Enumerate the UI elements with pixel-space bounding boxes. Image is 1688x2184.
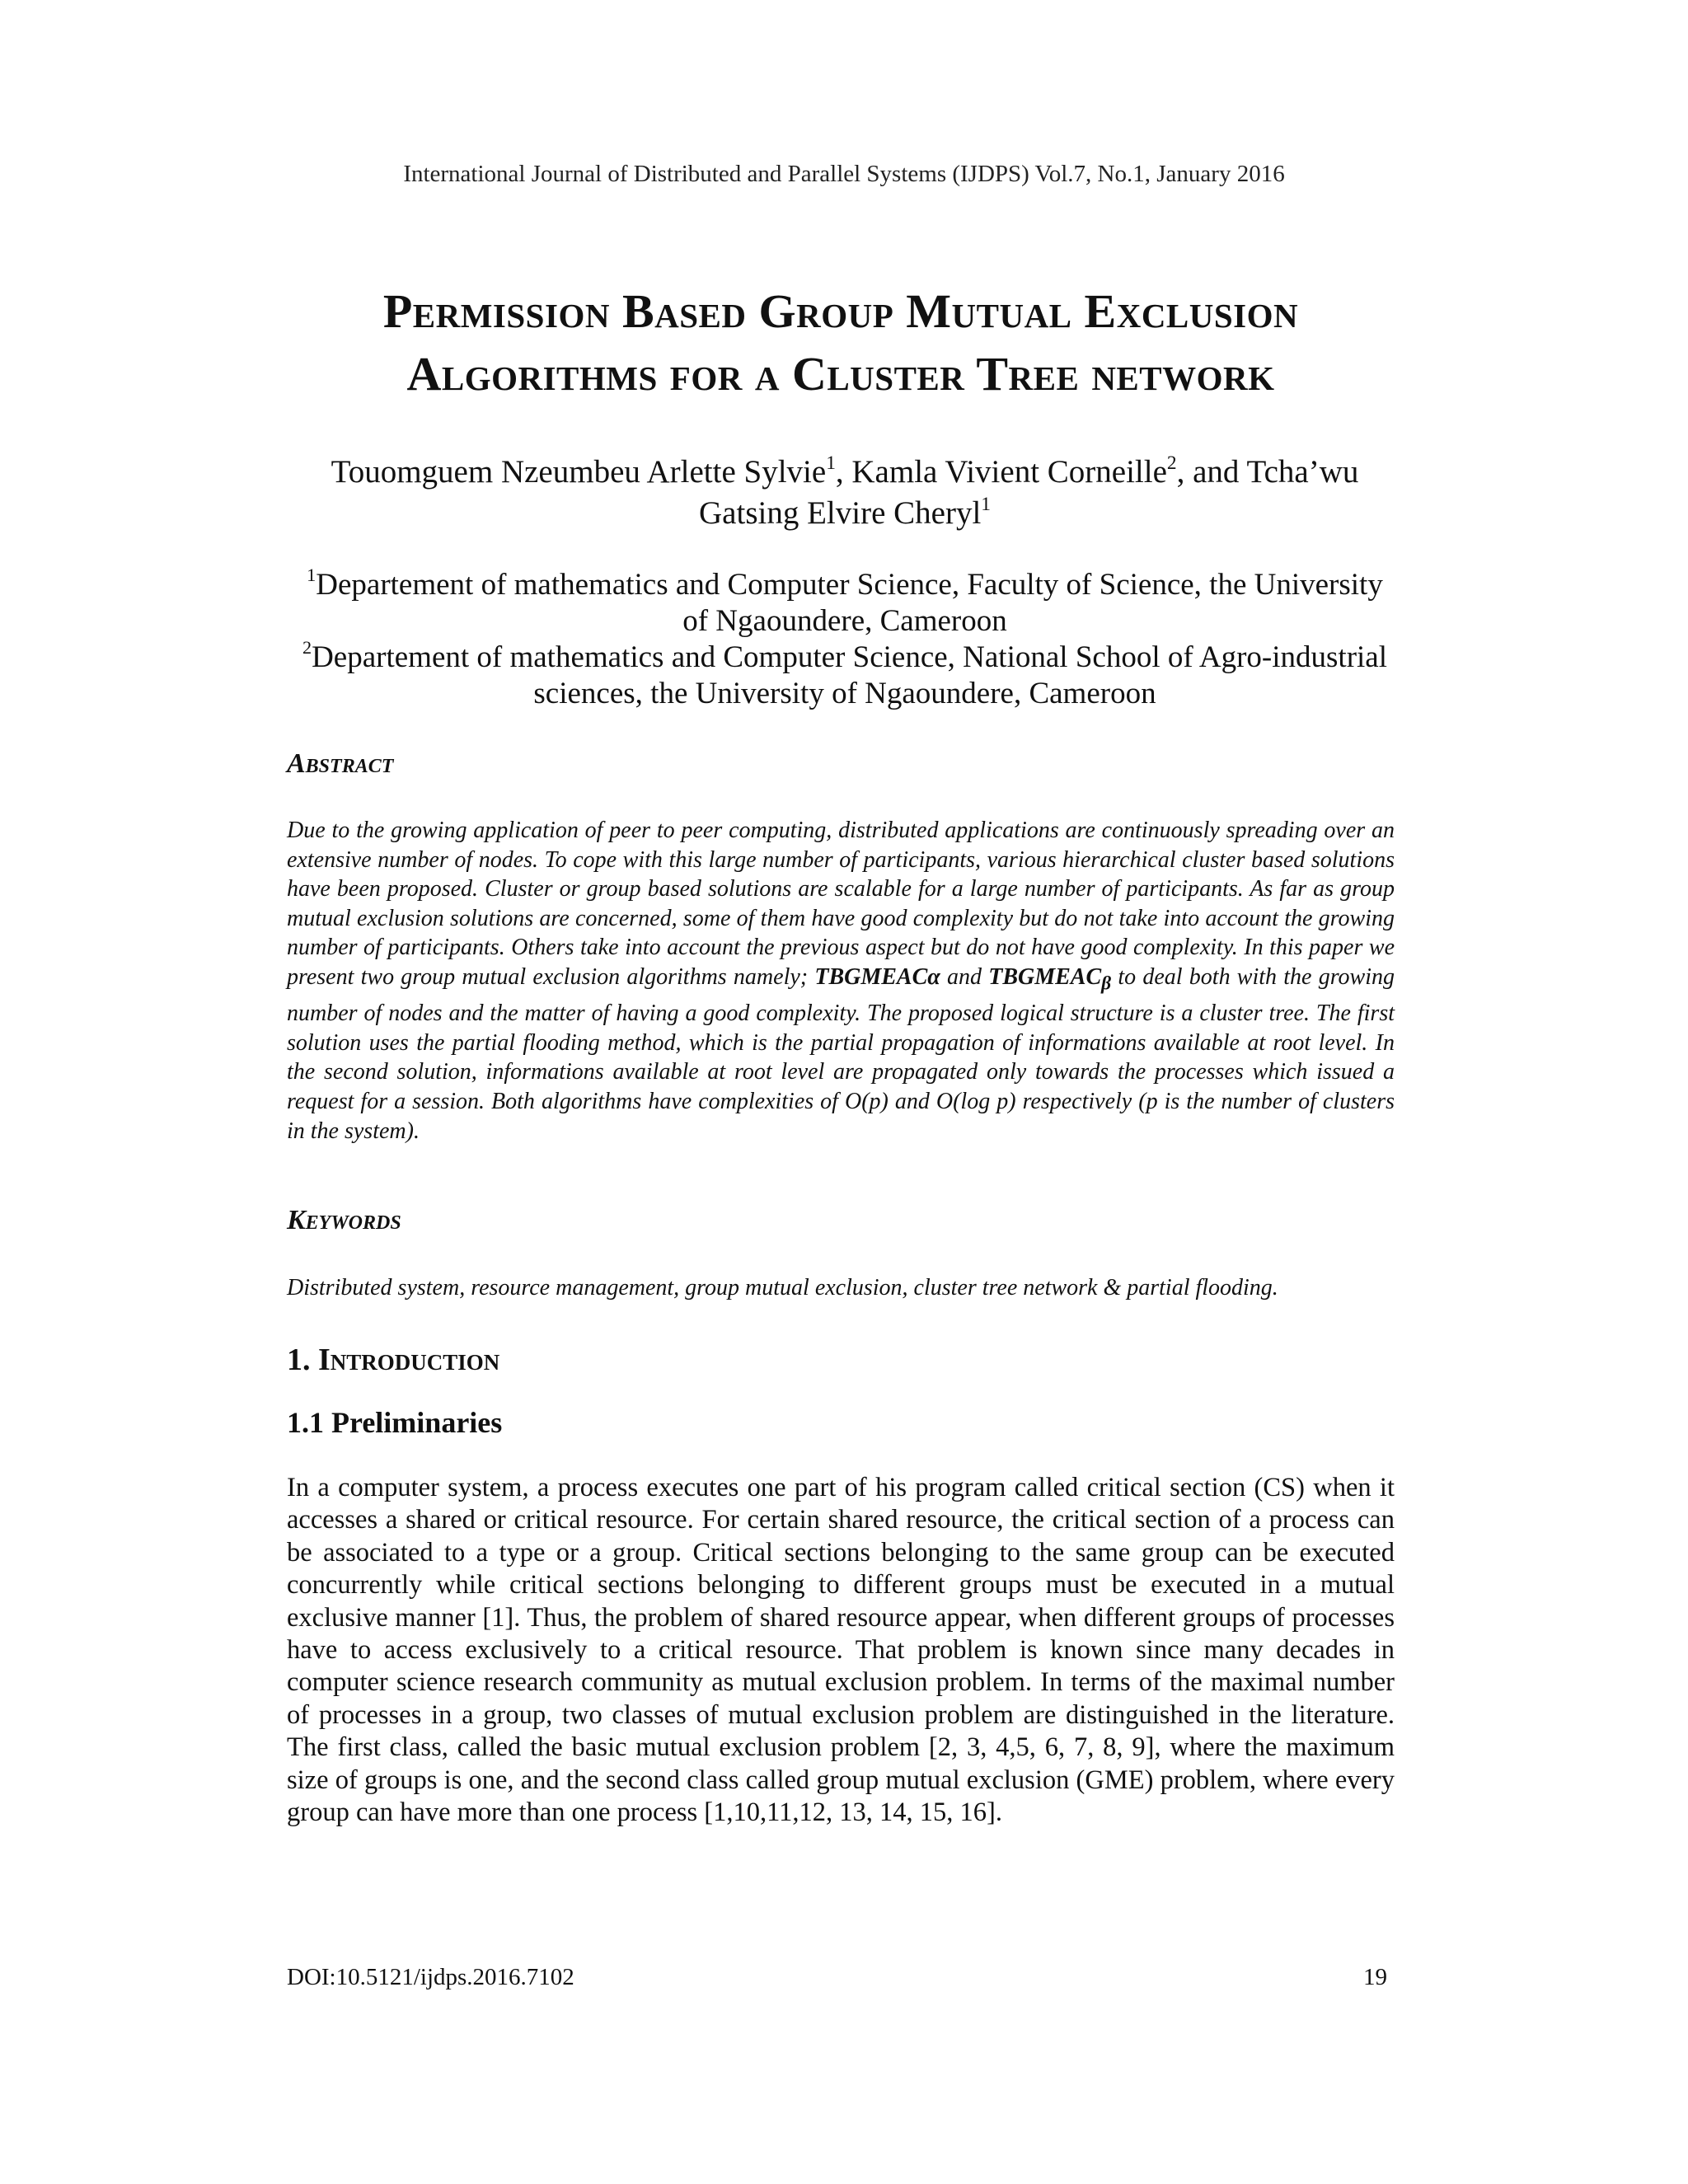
affiliation-2-line-1: Departement of mathematics and Computer Science, National School of Agro-industrial [312, 640, 1387, 674]
keywords-text: Distributed system, resource management, group mutual exclusion, cluster tree network & partial flooding. [287, 1275, 1278, 1301]
title-line-1: Permission Based Group Mutual Exclusion [382, 284, 1299, 338]
affiliation-1-mark: 1 [307, 565, 316, 586]
abstract-text [287, 816, 1395, 1146]
title-line-2: Algorithms for a Cluster Tree network [406, 347, 1275, 401]
author-3-part-a: , and Tcha’wu [1176, 454, 1359, 490]
author-2-affiliation-mark: 2 [1166, 452, 1177, 474]
author-1-affiliation-mark: 1 [826, 452, 836, 474]
subsection-1-1-heading: 1.1 Preliminaries [287, 1406, 503, 1439]
author-list [280, 452, 1409, 534]
abstract-text-part-2: to deal both with the growing number of nodes and the matter of having a good complexity. The proposed logical structure is a cluster tree. The first solution uses the partial flooding method, which is the partial propagation of informations available at root level. In the second solution, informations available at root level are propagated only towards the processes which issued a request for a session. Both algorithms have complexities of O(p) and O(log p) respectively (p is the number of clusters in the system). [287, 963, 1395, 1144]
author-3-affiliation-mark: 1 [981, 493, 991, 515]
affiliation-1-line-2: of Ngaoundere, Cameroon [682, 604, 1007, 638]
algorithm-alpha-name: TBGMEACα [814, 963, 940, 990]
keywords-heading: Keywords [287, 1205, 401, 1235]
abstract-heading: Abstract [287, 748, 394, 779]
affiliations [280, 567, 1409, 712]
author-2: , Kamla Vivient Corneille [835, 454, 1167, 490]
algorithm-beta-base: TBGMEAC [988, 963, 1102, 990]
paper-title [206, 280, 1475, 405]
section-1-heading: 1. Introduction [287, 1343, 500, 1377]
algorithm-beta-name [988, 963, 1112, 995]
introduction-paragraph: In a computer system, a process executes one part of his program called critical section (CS) when it accesses a shared or critical resource. For certain shared resource, the critical section of a process can be associated to a type or a group. Critical sections belonging to the same group can be executed concurrently while critical sections belonging to different groups must be executed in a mutual exclusive manner [1]. Thus, the problem of shared resource appear, when different groups of processes have to access exclusively to a critical resource. That problem is known since many decades in computer science research community as mutual exclusion problem. In terms of the maximal number of processes in a group, two classes of mutual exclusion problem are distinguished in the literature. The first class, called the basic mutual exclusion problem [2, 3, 4,5, 6, 7, 8, 9], where the maximum size of groups is one, and the second class called group mutual exclusion (GME) problem, where every group can have more than one process [1,10,11,12, 13, 14, 15, 16]. [287, 1473, 1395, 1828]
algorithm-beta-subscript: β [1101, 972, 1112, 995]
affiliation-1-line-1: Departement of mathematics and Computer Science, Faculty of Science, the University [316, 568, 1383, 602]
affiliation-1 [280, 567, 1409, 640]
abstract-text-part-1: Due to the growing application of peer to peer computing, distributed applications are continuously spreading over an extensive number of nodes. To cope with this large number of participants, various hierarchical cluster based solutions have been proposed. Cluster or group based solutions are scalable for a large number of participants. As far as group mutual exclusion solutions are concerned, some of them have good complexity but do not take into account the growing number of participants. Others take into account the previous aspect but do not have good complexity. In this paper we present two group mutual exclusion algorithms namely; [287, 818, 1395, 990]
affiliation-2-mark: 2 [302, 637, 312, 658]
author-1: Touomguem Nzeumbeu Arlette Sylvie [331, 454, 827, 490]
affiliation-2-line-2: sciences, the University of Ngaoundere, Cameroon [533, 677, 1156, 710]
affiliation-2 [280, 637, 1409, 712]
journal-running-header: International Journal of Distributed and Parallel Systems (IJDPS) Vol.7, No.1, January 2016 [403, 161, 1285, 187]
abstract-text-and: and [940, 963, 989, 990]
footer-page-number: 19 [1363, 1964, 1387, 1990]
author-3-part-b: Gatsing Elvire Cheryl [699, 495, 982, 531]
footer-doi: DOI:10.5121/ijdps.2016.7102 [287, 1964, 574, 1990]
